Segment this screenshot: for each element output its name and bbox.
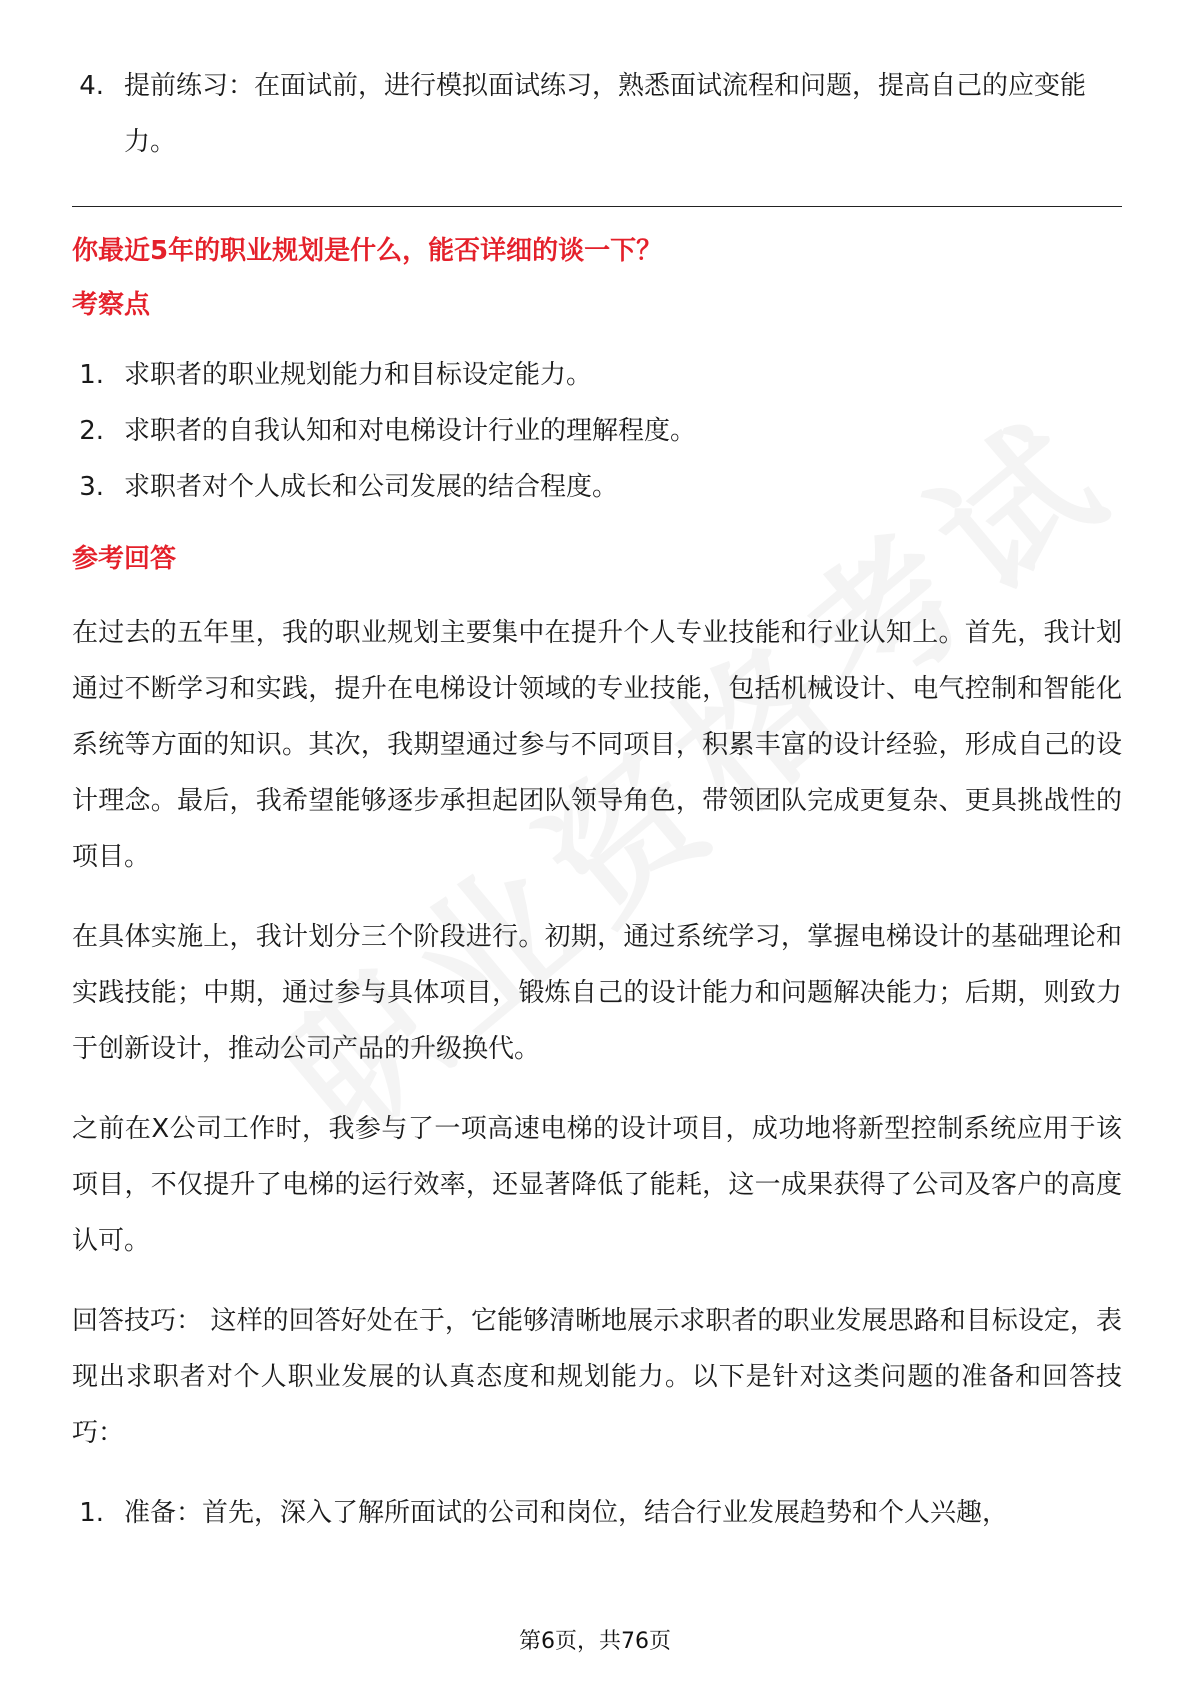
list-text: 求职者的自我认知和对电梯设计行业的理解程度。	[124, 416, 697, 446]
assessment-list	[72, 347, 1122, 515]
list-item	[72, 1485, 1122, 1541]
list-text: 准备：首先，深入了解所面试的公司和岗位，结合行业发展趋势和个人兴趣，	[124, 1498, 1009, 1528]
list-number: 1.	[79, 360, 104, 390]
list-text: 求职者的职业规划能力和目标设定能力。	[124, 360, 593, 390]
list-item	[72, 403, 1122, 459]
list-number: 2.	[79, 416, 104, 446]
list-number: 4.	[79, 71, 104, 101]
list-text: 求职者对个人成长和公司发展的结合程度。	[124, 472, 619, 502]
question-title: 你最近5年的职业规划是什么，能否详细的谈一下？	[72, 236, 663, 266]
answer-paragraph: 在具体实施上，我计划分三个阶段进行。初期，通过系统学习，掌握电梯设计的基础理论和实践技能；中期，通过参与具体项目，锻炼自己的设计能力和问题解决能力；后期，则致力于创新设计，推动公司产品的升级换代。	[72, 922, 1122, 1064]
page-footer: 第6页，共76页	[519, 1629, 671, 1654]
list-item	[72, 347, 1122, 403]
list-number: 1.	[79, 1498, 104, 1528]
section-heading-assessment: 考察点	[72, 290, 151, 320]
divider	[72, 206, 1122, 207]
tips-paragraph: 回答技巧： 这样的回答好处在于，它能够清晰地展示求职者的职业发展思路和目标设定，表现出求职者对个人职业发展的认真态度和规划能力。以下是针对这类问题的准备和回答技巧：	[72, 1306, 1122, 1448]
list-item	[72, 58, 1122, 170]
tips-list	[72, 1485, 1122, 1541]
answer-paragraph: 之前在X公司工作时，我参与了一项高速电梯的设计项目，成功地将新型控制系统应用于该项目，不仅提升了电梯的运行效率，还显著降低了能耗，这一成果获得了公司及客户的高度认可。	[72, 1114, 1122, 1256]
answer-paragraph: 在过去的五年里，我的职业规划主要集中在提升个人专业技能和行业认知上。首先，我计划通过不断学习和实践，提升在电梯设计领域的专业技能，包括机械设计、电气控制和智能化系统等方面的知识。其次，我期望通过参与不同项目，积累丰富的设计经验，形成自己的设计理念。最后，我希望能够逐步承担起团队领导角色，带领团队完成更复杂、更具挑战性的项目。	[72, 618, 1122, 872]
list-text: 提前练习：在面试前，进行模拟面试练习，熟悉面试流程和问题，提高自己的应变能力。	[124, 71, 1087, 157]
list-item	[72, 459, 1122, 515]
document-page	[72, 58, 1122, 1541]
list-number: 3.	[79, 472, 104, 502]
section-heading-answer: 参考回答	[72, 544, 177, 574]
